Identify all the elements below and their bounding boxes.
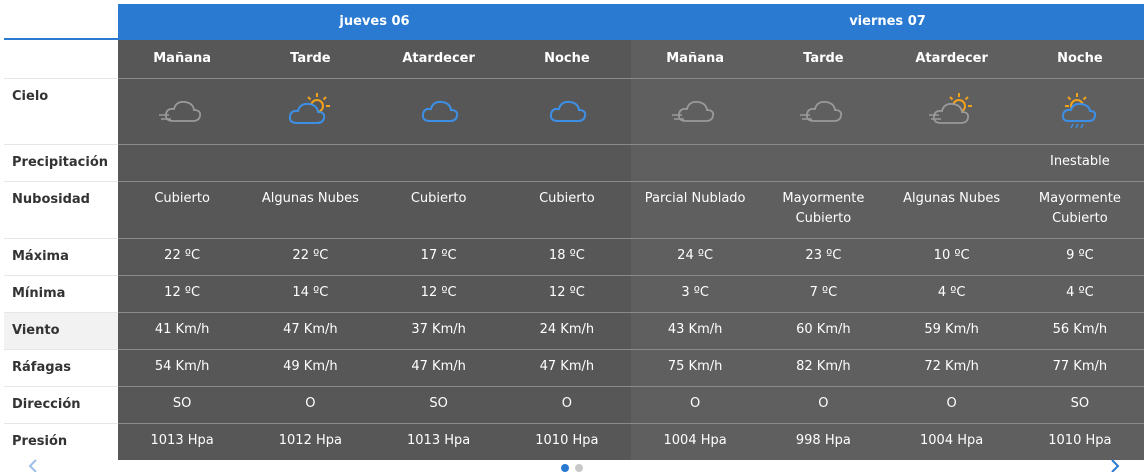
cell-rafagas: 49 Km/h <box>283 359 338 374</box>
cell-precip <box>888 144 1016 181</box>
cell-viento: 43 Km/h <box>667 322 723 337</box>
period-header: Mañana <box>153 51 211 66</box>
cell-viento: 24 Km/h <box>539 322 595 337</box>
label-viento: Viento <box>4 312 118 349</box>
cell-precip <box>759 144 887 181</box>
cell-direccion: SO <box>429 396 448 411</box>
next-arrow-icon[interactable] <box>1108 458 1122 472</box>
cell-direccion: O <box>305 396 316 411</box>
cell-max: 22 ºC <box>164 248 201 263</box>
cell-max: 18 ºC <box>548 248 585 263</box>
cell-presion: 1010 Hpa <box>535 433 599 448</box>
cell-direccion: O <box>818 396 829 411</box>
label-maxima: Máxima <box>4 238 118 275</box>
cell-viento: 47 Km/h <box>283 322 338 337</box>
label-minima: Mínima <box>4 275 118 312</box>
label-nubosidad: Nubosidad <box>4 181 118 238</box>
cell-presion: 1004 Hpa <box>663 433 727 448</box>
sun-cloud-wind-icon <box>888 78 1016 144</box>
cell-nubosidad: Cubierto <box>154 191 210 206</box>
cell-precip: Inestable <box>1049 154 1110 169</box>
label-cielo: Cielo <box>4 78 118 144</box>
cloudy-wind-icon <box>759 78 887 144</box>
header-underline <box>4 38 118 40</box>
cell-direccion: SO <box>172 396 192 411</box>
cell-min: 4 ºC <box>1066 285 1094 300</box>
cell-min: 7 ºC <box>809 285 838 300</box>
cell-min: 12 ºC <box>548 285 585 300</box>
cell-precip <box>631 144 759 181</box>
cell-nubosidad: Algunas Nubes <box>261 191 359 206</box>
cell-rafagas: 72 Km/h <box>924 359 979 374</box>
cell-viento: 56 Km/h <box>1052 322 1108 337</box>
cell-nubosidad: Cubierto <box>410 191 467 206</box>
pager-dot-1[interactable] <box>561 464 569 472</box>
cell-presion: 1012 Hpa <box>278 433 342 448</box>
period-header: Atardecer <box>402 51 475 66</box>
cell-min: 12 ºC <box>164 285 201 300</box>
cell-direccion: O <box>946 396 957 411</box>
cell-direccion: O <box>561 396 572 411</box>
cell-viento: 60 Km/h <box>796 322 851 337</box>
cell-rafagas: 77 Km/h <box>1052 359 1108 374</box>
period-header: Mañana <box>666 51 724 66</box>
cell-precip <box>503 144 631 181</box>
prev-arrow-icon[interactable] <box>26 458 40 472</box>
cell-direccion: SO <box>1070 396 1090 411</box>
label-rafagas: Ráfagas <box>4 349 118 386</box>
cell-max: 23 ºC <box>805 248 842 263</box>
cell-max: 17 ºC <box>420 248 457 263</box>
cloudy-wind-icon <box>118 78 246 144</box>
cell-precip <box>375 144 503 181</box>
cell-presion: 1013 Hpa <box>150 433 214 448</box>
cell-nubosidad: Mayormente Cubierto <box>1038 191 1121 226</box>
day-block-viernes <box>631 40 1144 460</box>
cell-min: 3 ºC <box>681 285 709 300</box>
cell-max: 9 ºC <box>1066 248 1094 263</box>
day-block-jueves <box>118 40 631 460</box>
cell-precip <box>246 144 374 181</box>
period-header: Noche <box>544 51 590 66</box>
cell-viento: 37 Km/h <box>411 322 466 337</box>
cell-presion: 1004 Hpa <box>920 433 984 448</box>
cell-max: 10 ºC <box>933 248 970 263</box>
label-direccion: Dirección <box>4 386 118 423</box>
day-title-2: viernes 07 <box>849 14 926 29</box>
cell-rafagas: 47 Km/h <box>539 359 595 374</box>
cell-min: 14 ºC <box>292 285 329 300</box>
cell-precip <box>118 144 246 181</box>
cloud-icon <box>503 78 631 144</box>
cell-nubosidad: Cubierto <box>539 191 595 206</box>
cell-nubosidad: Mayormente Cubierto <box>782 191 865 226</box>
cell-direccion: O <box>690 396 701 411</box>
period-header: Atardecer <box>915 51 988 66</box>
cell-nubosidad: Parcial Nublado <box>644 191 746 206</box>
cell-rafagas: 47 Km/h <box>411 359 466 374</box>
cell-max: 24 ºC <box>677 248 714 263</box>
cell-min: 12 ºC <box>420 285 457 300</box>
period-header: Tarde <box>803 51 844 66</box>
pager-dot-2[interactable] <box>575 464 583 472</box>
sun-cloud-icon <box>246 78 374 144</box>
cloud-icon <box>375 78 503 144</box>
day-title-1: jueves 06 <box>339 14 410 29</box>
cell-viento: 41 Km/h <box>154 322 210 337</box>
cell-presion: 1010 Hpa <box>1048 433 1112 448</box>
cell-nubosidad: Algunas Nubes <box>903 191 1001 206</box>
sun-cloud-rain-icon <box>1016 78 1144 144</box>
cloudy-wind-icon <box>631 78 759 144</box>
cell-viento: 59 Km/h <box>924 322 979 337</box>
period-header: Noche <box>1057 51 1103 66</box>
cell-min: 4 ºC <box>937 285 966 300</box>
label-precipitacion: Precipitación <box>4 144 118 181</box>
cell-max: 22 ºC <box>292 248 329 263</box>
cell-rafagas: 75 Km/h <box>667 359 723 374</box>
cell-rafagas: 82 Km/h <box>796 359 851 374</box>
pager-dots <box>561 464 583 472</box>
label-presion: Presión <box>4 423 118 460</box>
period-header: Tarde <box>290 51 331 66</box>
cell-presion: 998 Hpa <box>795 433 851 448</box>
day-header-row <box>118 4 1144 40</box>
cell-rafagas: 54 Km/h <box>154 359 210 374</box>
cell-presion: 1013 Hpa <box>407 433 471 448</box>
